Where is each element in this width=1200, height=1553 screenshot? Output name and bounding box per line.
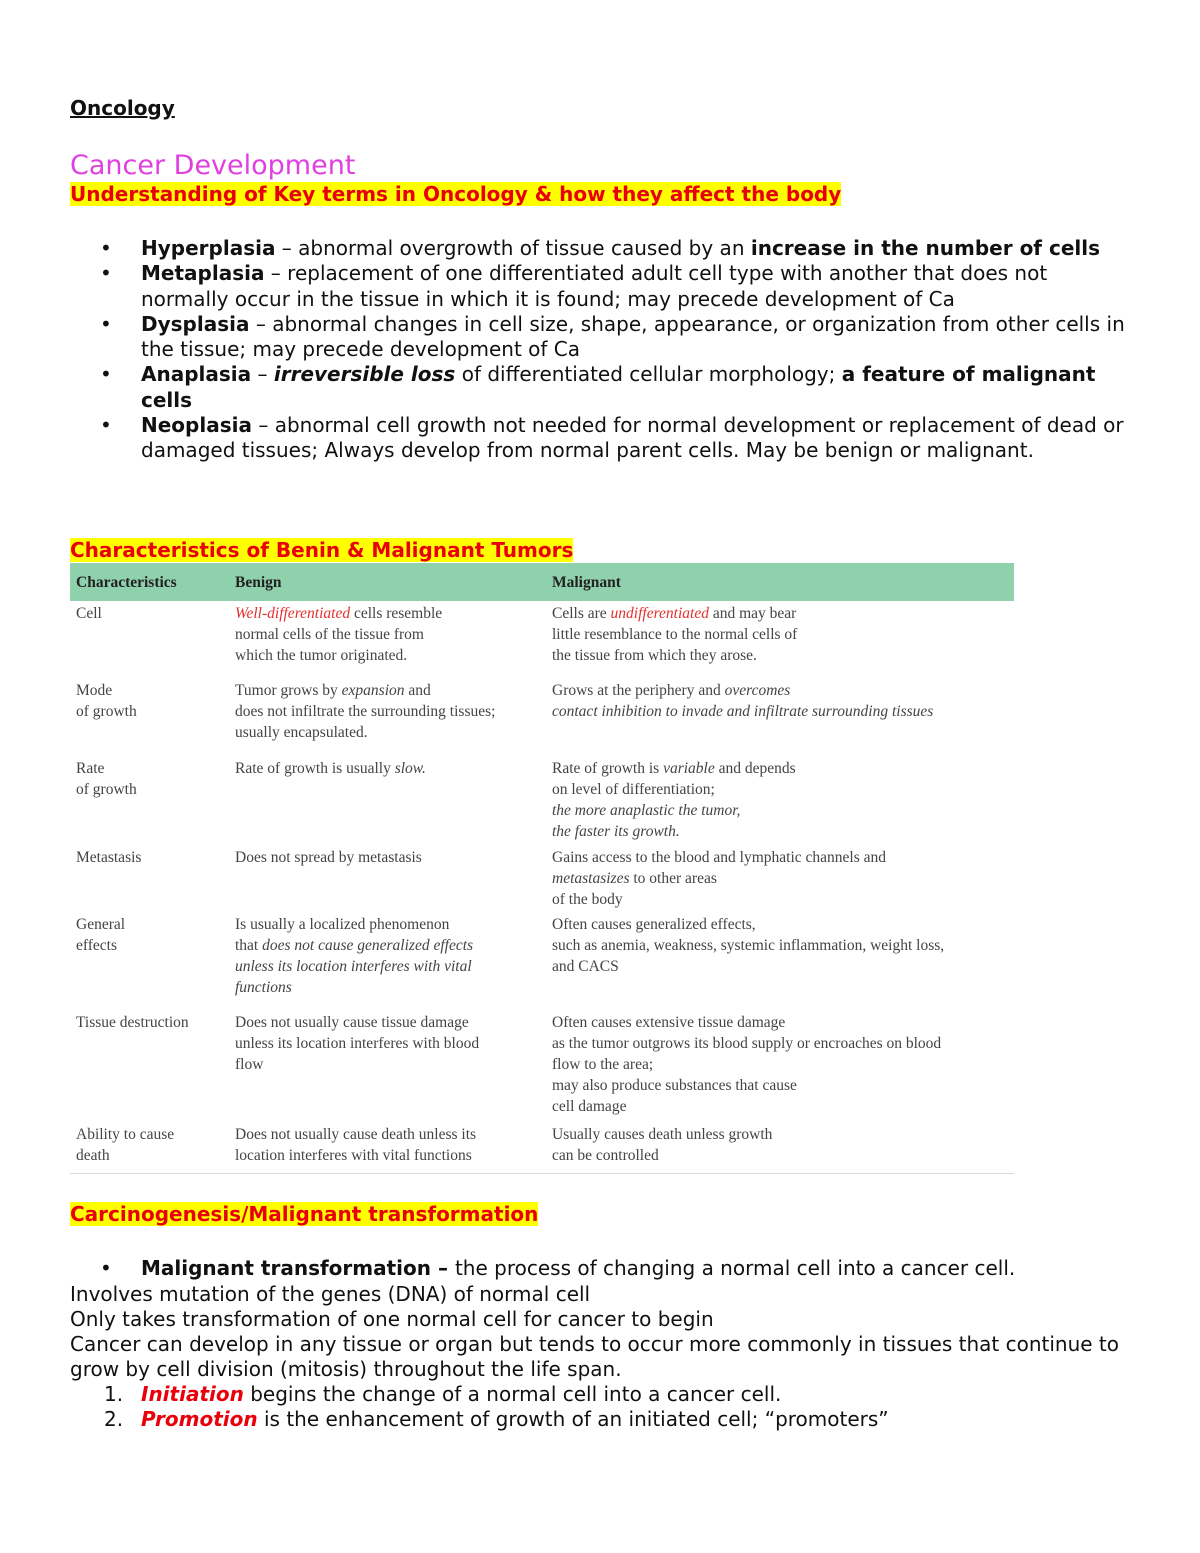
table-cell (235, 758, 426, 779)
cell-emphasis: the more anaplastic the tumor, the faster its growth. (552, 802, 741, 840)
cell-emphasis: slow. (394, 760, 426, 777)
term-definition: abnormal overgrowth of tissue caused by an (298, 236, 751, 260)
cell-emphasis: metastasizes (552, 870, 630, 887)
paragraph: Cancer can develop in any tissue or organ but tends to occur more commonly in tissues that continue to grow by cell division (mitosis) throughout the life span. (70, 1332, 1120, 1381)
term-malignant-transformation: Malignant transformation – (141, 1256, 455, 1280)
characteristics-heading-text: Characteristics of Benin & Malignant Tumors (70, 538, 574, 562)
document-title: Oncology (70, 96, 175, 120)
term-separator: – (275, 236, 299, 260)
list-item (70, 236, 1140, 261)
row-label: Metastasis (76, 849, 142, 866)
carcinogenesis-heading (70, 1202, 538, 1226)
list-item (70, 413, 1140, 464)
cell-text: and may bear little resemblance to the normal cells of the tissue from which they arose. (552, 605, 798, 664)
carcinogenesis-heading-text: Carcinogenesis/Malignant transformation (70, 1202, 539, 1226)
table-cell (235, 603, 442, 666)
cell-text: cells resemble normal cells of the tissue from which the tumor originated. (235, 605, 443, 664)
list-item (70, 312, 1140, 363)
header-characteristics: Characteristics (76, 574, 177, 591)
table-cell: Usually causes death unless growth can be controlled (552, 1126, 773, 1164)
term-separator: – (251, 413, 275, 438)
table-cell: Does not usually cause tissue damage unless its location interferes with blood flow (235, 1014, 480, 1073)
row-label: Cell (76, 605, 102, 622)
row-label: Tissue destruction (76, 1014, 189, 1031)
term-separator: – (251, 362, 274, 387)
row-label: Ability to cause death (76, 1126, 175, 1164)
cell-text: Tumor grows by (235, 682, 342, 699)
cell-text: and depends on level of differentiation; (552, 760, 796, 798)
cell-emphasis: does not cause generalized effects unless its location interferes with vital functions (235, 937, 474, 996)
term-definition: of differentiated cellular morphology; (455, 362, 842, 387)
characteristics-heading (70, 538, 573, 562)
table-cell (552, 758, 796, 842)
key-terms-heading (70, 182, 841, 206)
table-cell: Does not usually cause death unless its location interferes with vital functions (235, 1126, 477, 1164)
cell-text: and does not infiltrate the surrounding tissues; usually encapsulated. (235, 682, 496, 741)
list-item (70, 362, 1140, 413)
step-number: 2. (104, 1407, 124, 1432)
step-term: Initiation (141, 1382, 244, 1406)
term-definition: abnormal cell growth not needed for normal development or replacement of dead or damaged tissues; Always develop from normal parent cells. May be benign or malignant. (141, 413, 1124, 463)
header-benign: Benign (235, 574, 282, 591)
term-neoplasia: Neoplasia (141, 413, 252, 438)
list-item (70, 1407, 889, 1432)
cell-text: Is usually a localized phenomenon that (235, 916, 450, 954)
term-emphasis: irreversible loss (273, 362, 456, 387)
key-terms-heading-text: Understanding of Key terms in Oncology & how they affect the body (70, 182, 842, 206)
table-cell: Does not spread by metastasis (235, 849, 422, 866)
cell-emphasis: Well-differentiated (235, 605, 351, 622)
paragraph: Only takes transformation of one normal cell for cancer to begin (70, 1307, 714, 1331)
row-label: Mode of growth (76, 682, 137, 720)
cell-text: Cells are (552, 605, 611, 622)
cell-text: Rate of growth is (552, 760, 664, 777)
table-cell (552, 680, 933, 722)
table-cell (235, 914, 473, 998)
cell-emphasis: undifferentiated (610, 605, 709, 622)
table-header (70, 563, 1014, 601)
step-text: begins the change of a normal cell into a cancer cell. (243, 1382, 782, 1406)
table-body (70, 601, 1014, 1174)
table-cell (552, 603, 797, 666)
cell-text: to other areas of the body (552, 870, 717, 908)
term-separator: – (264, 261, 288, 286)
term-emphasis: increase in the number of cells (750, 236, 1101, 260)
term-separator: – (249, 311, 273, 336)
term-emphasis: a feature of malignant cells (141, 362, 1096, 412)
paragraph: Involves mutation of the genes (DNA) of normal cell (70, 1282, 591, 1306)
header-malignant: Malignant (552, 574, 621, 591)
term-anaplasia: Anaplasia (141, 362, 252, 387)
row-label: General effects (76, 916, 126, 954)
step-term: Promotion (141, 1407, 258, 1432)
list-item (70, 1256, 1200, 1280)
step-number: 1. (104, 1382, 124, 1406)
term-dysplasia: Dysplasia (141, 311, 250, 336)
steps-list (70, 1382, 889, 1433)
table-cell: Often causes generalized effects, such as anemia, weakness, systemic inflammation, weight loss, and CACS (552, 916, 945, 975)
cell-text: Grows at the periphery and (552, 682, 725, 699)
list-item (70, 1382, 889, 1407)
step-text: is the enhancement of growth of an initiated cell; “promoters” (257, 1407, 889, 1432)
row-label: Rate of growth (76, 760, 137, 798)
term-definition: replacement of one differentiated adult cell type with another that does not normally occur in the tissue in which it is found; may precede development of Ca (141, 261, 1048, 311)
table-cell (235, 680, 495, 743)
list-item (70, 261, 1140, 312)
term-metaplasia: Metaplasia (141, 261, 265, 286)
term-hyperplasia: Hyperplasia (141, 236, 276, 260)
cell-emphasis: variable (663, 760, 715, 777)
cell-text: Gains access to the blood and lymphatic channels and (552, 849, 887, 866)
key-terms-list (70, 236, 1140, 464)
section-heading: Cancer Development (70, 150, 356, 181)
cell-emphasis: expansion (341, 682, 405, 699)
term-definition: abnormal changes in cell size, shape, appearance, or organization from other cells in the tissue; may precede development of Ca (141, 311, 1125, 362)
characteristics-table (70, 563, 1014, 1174)
cell-text: Rate of growth is usually (235, 760, 395, 777)
term-definition: the process of changing a normal cell into a cancer cell. (454, 1256, 1016, 1280)
table-cell (552, 847, 886, 910)
table-cell: Often causes extensive tissue damage as the tumor outgrows its blood supply or encroaches on blood flow to the area; may also produce substances that cause cell damage (552, 1014, 942, 1115)
cell-emphasis: overcomes contact inhibition to invade and infiltrate surrounding tissues (552, 682, 934, 720)
